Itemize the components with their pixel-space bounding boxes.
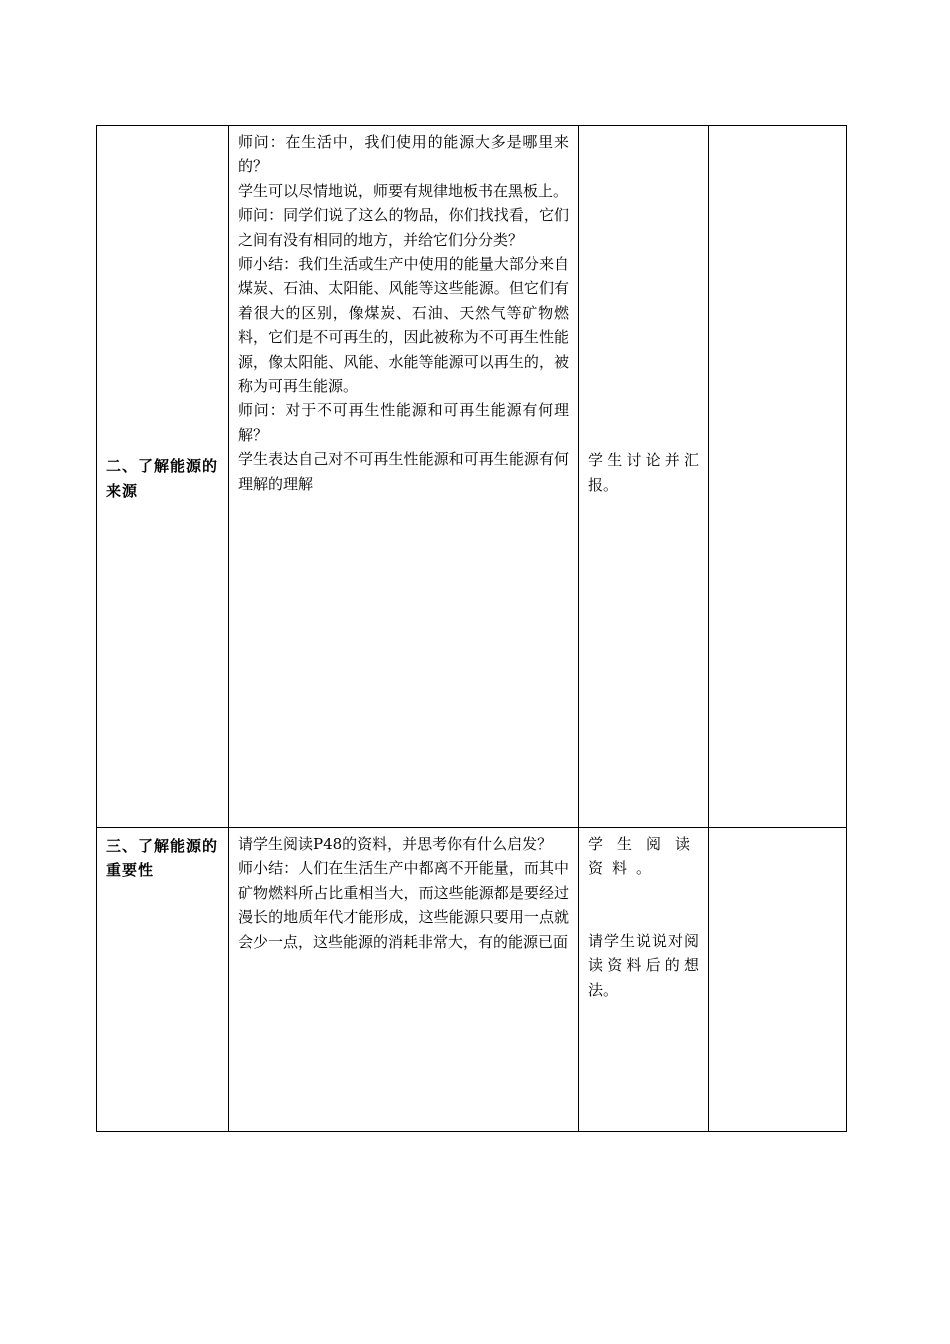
- teacher-paragraph: 学生可以尽情地说，师要有规律地板书在黑板上。: [238, 181, 569, 200]
- teacher-paragraph: 师问：对于不可再生性能源和可再生能源有何理解？: [238, 401, 569, 444]
- remark-cell: [709, 126, 847, 828]
- teacher-activity-cell: [229, 828, 579, 1132]
- teacher-activity-cell: [229, 126, 579, 828]
- stage-title: 三、了解能源的重要性: [106, 837, 219, 880]
- teacher-paragraph: 师小结：我们生活或生产中使用的能量大部分来自煤炭、石油、太阳能、风能等这些能源。但它们有着很大的区别，像煤炭、石油、天然气等矿物燃料，它们是不可再生的，因此被称为不可再生性能源，像太阳能、风能、水能等能源可以再生的，被称为可再生能源。: [238, 255, 569, 396]
- teacher-paragraph: 学生表达自己对不可再生性能源和可再生能源有何理解的理解: [238, 450, 569, 493]
- student-paragraph: 学生阅读资料。: [588, 835, 699, 878]
- student-activity-cell: [579, 828, 709, 1132]
- lesson-plan-table: [96, 125, 847, 1132]
- remark-cell: [709, 828, 847, 1132]
- stage-cell: [97, 126, 229, 828]
- student-paragraph: 学生讨论并汇报。: [588, 451, 699, 494]
- student-activity-cell: [579, 126, 709, 828]
- teacher-paragraph: 师小结：人们在生活生产中都离不开能量，而其中矿物燃料所占比重相当大，而这些能源都是要经过漫长的地质年代才能形成，这些能源只要用一点就会少一点，这些能源的消耗非常大，有的能源已面: [238, 859, 569, 951]
- table-row: [97, 126, 847, 828]
- spacer: [588, 881, 699, 929]
- teacher-paragraph: 师问：在生活中，我们使用的能源大多是哪里来的？: [238, 133, 569, 176]
- stage-cell: [97, 828, 229, 1132]
- teacher-paragraph: 请学生阅读P48的资料，并思考你有什么启发？: [238, 835, 553, 853]
- stage-title: 二、了解能源的来源: [106, 457, 219, 500]
- teacher-paragraph: 师问：同学们说了这么的物品，你们找找看，它们之间有没有相同的地方，并给它们分分类？: [238, 206, 569, 249]
- student-paragraph: 请学生说说对阅读资料后的想法。: [588, 931, 699, 999]
- table-row: [97, 828, 847, 1132]
